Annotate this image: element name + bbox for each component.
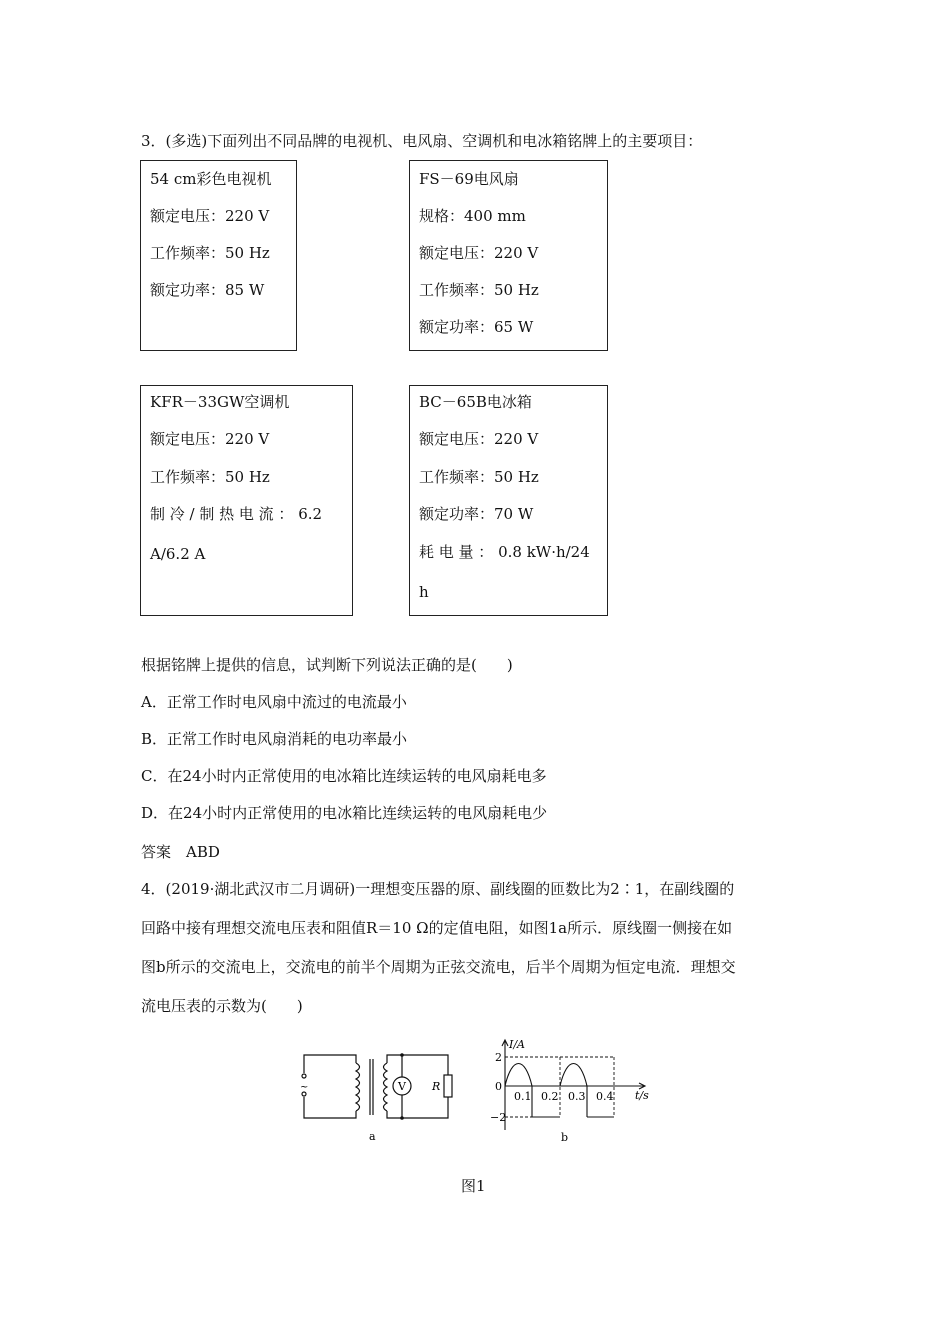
figure-a-label: a [369, 1130, 376, 1143]
plate-line: 额定电压：220 V [419, 244, 539, 262]
figure-b-label: b [561, 1131, 569, 1144]
x-tick-label: 0.1 [514, 1090, 532, 1103]
q4-line-1: 4．(2019·湖北武汉市二月调研)一理想变压器的原、副线圈的匝数比为2∶1，在副线圈的 [141, 880, 735, 898]
q3-answer: 答案 ABD [141, 843, 220, 861]
plate-line: 耗 电 量 ： 0.8 kW·h/24 [419, 543, 590, 561]
plate-line: A/6.2 A [150, 545, 206, 563]
voltmeter-label: V [398, 1080, 406, 1093]
q3-question: 根据铭牌上提供的信息，试判断下列说法正确的是( ) [141, 656, 513, 674]
plate-line: 工作频率：50 Hz [419, 468, 539, 486]
x-tick-label: 0.2 [541, 1090, 559, 1103]
plate-line: 工作频率：50 Hz [150, 244, 270, 262]
figure-b-current-graph [485, 1035, 660, 1145]
q3-option-d: D．在24小时内正常使用的电冰箱比连续运转的电风扇耗电少 [141, 804, 548, 822]
x-tick-label: 0.4 [596, 1090, 614, 1103]
plate-line: 额定功率：85 W [150, 281, 265, 299]
plate-line: 工作频率：50 Hz [419, 281, 539, 299]
y-tick-label: −2 [490, 1111, 507, 1124]
figure-caption: 图1 [461, 1177, 486, 1195]
q4-line-2: 回路中接有理想交流电压表和阻值R＝10 Ω的定值电阻，如图1a所示．原线圈一侧接在如 [141, 919, 733, 937]
q3-option-a: A．正常工作时电风扇中流过的电流最小 [141, 693, 407, 711]
plate-line: h [419, 583, 429, 601]
q3-option-c: C．在24小时内正常使用的电冰箱比连续运转的电风扇耗电多 [141, 767, 547, 785]
plate-line: 规格：400 mm [419, 207, 526, 225]
plate-line: 制 冷 / 制 热 电 流 ： 6.2 [150, 505, 323, 523]
plate-line: BC－65B电冰箱 [419, 393, 532, 411]
x-tick-label: 0.3 [568, 1090, 586, 1103]
x-axis-label: t/s [635, 1089, 649, 1102]
y-tick-label: 2 [495, 1051, 502, 1064]
q4-line-4: 流电压表的示数为( ) [141, 997, 303, 1015]
y-axis-label: I/A [509, 1038, 525, 1051]
figure-a-circuit-diagram [290, 1045, 470, 1145]
q3-option-b: B．正常工作时电风扇消耗的电功率最小 [141, 730, 408, 748]
plate-line: 额定电压：220 V [150, 430, 270, 448]
plate-line: 工作频率：50 Hz [150, 468, 270, 486]
plate-line: KFR－33GW空调机 [150, 393, 290, 411]
nameplate-air-conditioner [140, 385, 353, 616]
nameplate-refrigerator [409, 385, 608, 616]
plate-line: 额定功率：65 W [419, 318, 534, 336]
plate-line: 额定电压：220 V [419, 430, 539, 448]
plate-line: 额定电压：220 V [150, 207, 270, 225]
nameplate-fan [409, 160, 608, 351]
q4-line-3: 图b所示的交流电上，交流电的前半个周期为正弦交流电，后半个周期为恒定电流．理想交 [141, 958, 736, 976]
plate-line: FS－69电风扇 [419, 170, 519, 188]
resistor-label: R [432, 1080, 441, 1093]
plate-line: 54 cm彩色电视机 [150, 170, 272, 188]
nameplate-tv [140, 160, 297, 351]
plate-line: 额定功率：70 W [419, 505, 534, 523]
ac-source-symbol: ~ [300, 1082, 309, 1093]
origin-label: 0 [495, 1080, 502, 1093]
q3-stem: 3．(多选)下面列出不同品牌的电视机、电风扇、空调机和电冰箱铭牌上的主要项目： [141, 132, 703, 150]
